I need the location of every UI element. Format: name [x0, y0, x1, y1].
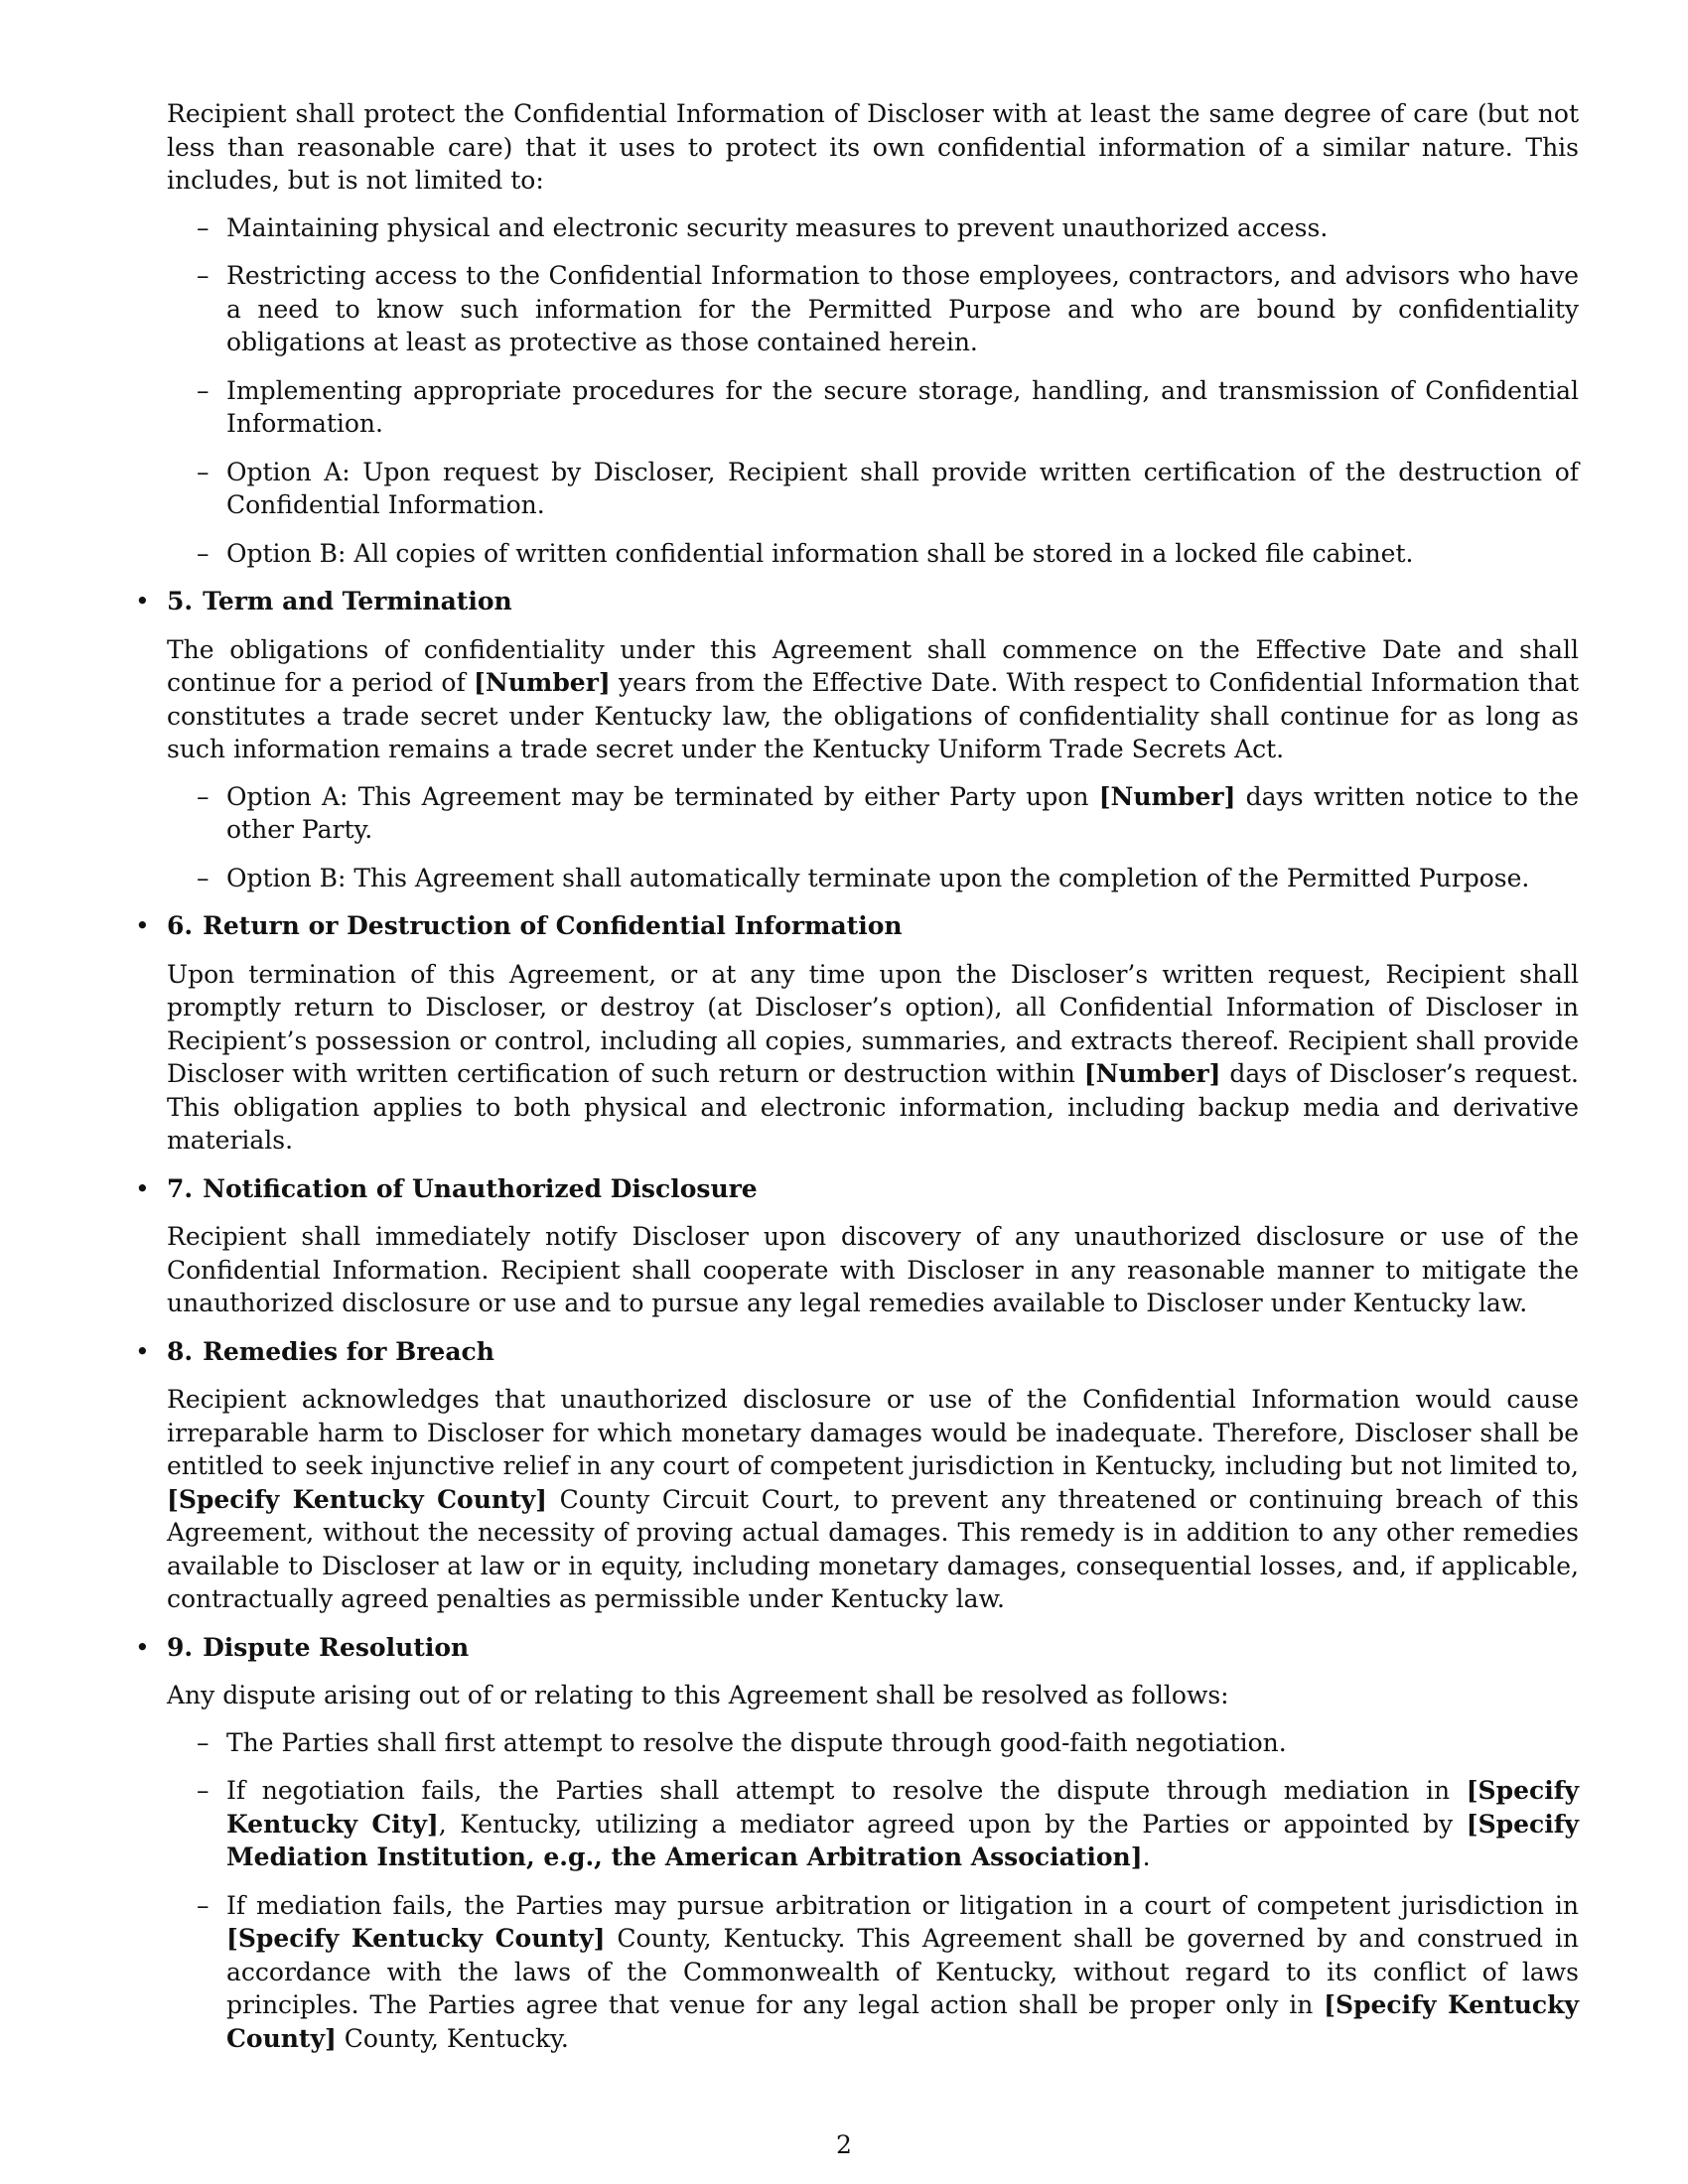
section-title: Return or Destruction of Confidential Information — [203, 911, 903, 940]
section-title: Remedies for Breach — [203, 1336, 494, 1366]
section-dispute-resolution — [135, 1631, 1580, 2056]
bullet-icon: • — [135, 1632, 150, 1662]
bullet-icon: • — [135, 1173, 150, 1203]
placeholder-county: [Specify Kentucky County] — [226, 1990, 1579, 2053]
list-item: – Restricting access to the Confidential Information to those employees, contractors, and advisors who have a need to know such information for the Permitted Purpose and who are bound by confidentiality obligations at least as protective as those contained herein. — [226, 259, 1579, 359]
bullet-icon: • — [135, 911, 150, 940]
list-item: – Option A: Upon request by Discloser, Recipient shall provide written certification of the destruction of Confidential Information. — [226, 456, 1579, 522]
section-term-and-termination — [135, 585, 1579, 894]
protection-measures-list — [167, 211, 1579, 571]
section-notification — [135, 1172, 1579, 1320]
section-paragraph: The obligations of confidentiality under this Agreement shall commence on the Effective Date and shall continue for a period of [Number] years from the Effective Date. With respect to Confidential Information that constitutes a trade secret under Kentucky law, the obligations of confidentiality shall continue for as long as such information remains a trade secret under the Kentucky Uniform Trade Secrets Act. — [167, 634, 1579, 763]
section-number: 8. — [167, 1336, 194, 1366]
section-paragraph: Recipient shall immediately notify Discloser upon discovery of any unauthorized disclosure or use of the Confidential Information. Recipient shall cooperate with Discloser in any reasonable manner to mitigate the unauthorized disclosure or use and to pursue any legal remedies available to Discloser under Kentucky law. — [167, 1222, 1579, 1317]
section-title: Term and Termination — [203, 587, 512, 615]
list-item: – Option B: This Agreement shall automatically terminate upon the completion of the Permitted Purpose. — [226, 862, 1579, 895]
section-number: 5. — [167, 587, 194, 615]
list-item: – If mediation fails, the Parties may pursue arbitration or litigation in a court of competent jurisdiction in [Specify Kentucky County] County, Kentucky. This Agreement shall be governed by and construed in accordance with the laws of the Commonwealth of Kentucky, without regard to its conflict of laws principles. The Parties agree that venue for any legal action shall be proper only in [Specify Kentucky County] County, Kentucky. — [226, 1889, 1579, 2056]
bullet-icon: • — [135, 1336, 150, 1366]
section-paragraph: Recipient acknowledges that unauthorized disclosure or use of the Confidential Information would cause irreparable harm to Discloser for which monetary damages would be inadequate. Therefore, Discloser shall be entitled to seek injunctive relief in any court of competent jurisdiction in Kentucky, including but not limited to, [Specify Kentucky County] County Circuit Court, to prevent any threatened or continuing breach of this Agreement, without the necessity of proving actual damages. This remedy is in addition to any other remedies available to Discloser at law or in equity, including monetary damages, consequential losses, and, if applicable, contractually agreed penalties as permissible under Kentucky law. — [167, 1385, 1579, 1613]
list-item: – If negotiation fails, the Parties shall attempt to resolve the dispute through mediation in [Specify Kentucky City], Kentucky, utilizing a mediator agreed upon by the Parties or appointed by [Specify Mediation Institution, e.g., the American Arbitration Association]. — [226, 1774, 1579, 1874]
section-heading — [135, 909, 1579, 943]
intro-paragraph: Recipient shall protect the Confidential Information of Discloser with at least the same degree of care (but not less than reasonable care) that it uses to protect its own confidential information of a similar nature. This includes, but is not limited to: — [167, 99, 1579, 195]
section-title: Notification of Unauthorized Disclosure — [203, 1173, 758, 1203]
bullet-icon: • — [135, 587, 150, 615]
dispute-steps-list — [167, 1726, 1579, 2056]
list-item: – Implementing appropriate procedures for the secure storage, handling, and transmission of Confidential Information. — [226, 374, 1579, 441]
placeholder-city: [Specify Kentucky City] — [226, 1776, 1579, 1839]
section-heading — [135, 1631, 1579, 1665]
placeholder-mediation-institution: [Specify Mediation Institution, e.g., the American Arbitration Association] — [226, 1809, 1580, 1871]
placeholder-number: [Number] — [1098, 781, 1236, 811]
placeholder-number: [Number] — [474, 668, 611, 697]
section-heading — [135, 1335, 1579, 1369]
section-return-or-destruction — [135, 909, 1579, 1158]
section-title: Dispute Resolution — [203, 1632, 470, 1662]
list-item: – Option A: This Agreement may be terminated by either Party upon [Number] days written notice to the other Party. — [226, 780, 1579, 847]
section-remedies — [135, 1335, 1579, 1616]
placeholder-county: [Specify Kentucky County] — [167, 1484, 547, 1514]
section-heading — [135, 1172, 1579, 1206]
termination-options-list — [167, 780, 1579, 895]
placeholder-county: [Specify Kentucky County] — [226, 1924, 606, 1953]
list-item: – Option B: All copies of written confidential information shall be stored in a locked file cabinet. — [226, 537, 1579, 571]
page-number: 2 — [836, 2130, 852, 2159]
section-paragraph: Any dispute arising out of or relating to this Agreement shall be resolved as follows: — [167, 1681, 1229, 1709]
section-paragraph: Upon termination of this Agreement, or at any time upon the Discloser’s written request, Recipient shall promptly return to Discloser, or destroy (at Discloser’s option), all Confidential Information of Discloser in Recipient’s possession or control, including all copies, summaries, and extracts thereof. Recipient shall provide Discloser with written certification of such return or destruction within [Number] days of Discloser’s request. This obligation applies to both physical and electronic information, including backup media and derivative materials. — [167, 959, 1579, 1155]
section-number: 7. — [167, 1173, 194, 1203]
section-number: 9. — [167, 1632, 194, 1662]
section-number: 6. — [167, 911, 194, 940]
section-heading — [135, 585, 1579, 618]
placeholder-number: [Number] — [1083, 1059, 1221, 1088]
document-page — [135, 97, 1580, 2070]
list-item: – The Parties shall first attempt to resolve the dispute through good-faith negotiation. — [226, 1726, 1579, 1760]
list-item: – Maintaining physical and electronic security measures to prevent unauthorized access. — [226, 211, 1579, 245]
